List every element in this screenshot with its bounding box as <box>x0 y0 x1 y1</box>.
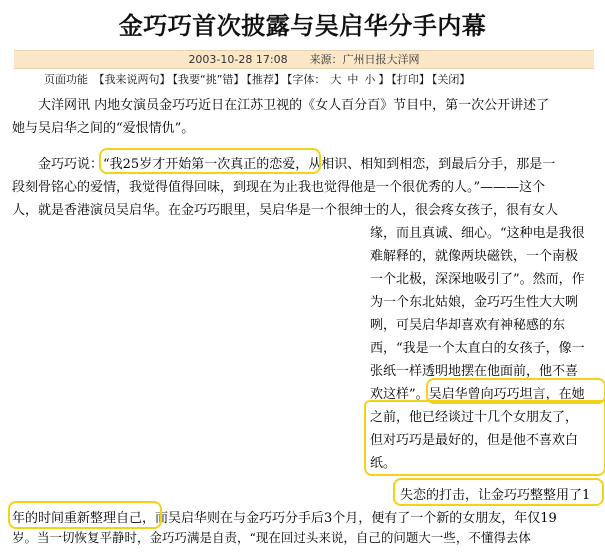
para2-right-line7: 张纸一样透明地摆在他面前，他不喜 <box>370 364 579 379</box>
para2-right-line8-a: 欢这样”。 <box>370 387 429 402</box>
para2-right-line2: 难解释的，就像两块磁铁，一个南极 <box>370 249 579 264</box>
para2-line3: 人，就是香港演员吴启华。在金巧巧眼里，吴启华是一个很绅士的人，很会疼女孩子，很有女人 <box>12 203 559 218</box>
highlight-box-confession-body <box>364 400 605 476</box>
source-name: 广州日报大洋网 <box>342 53 420 66</box>
para2-right-line9: 之前，他已经谈过十几个女朋友了， <box>370 410 579 425</box>
highlight-box-first-love <box>99 148 321 174</box>
highlight-box-heartbreak-top <box>393 478 604 506</box>
font-size-medium[interactable]: 中 <box>347 73 359 86</box>
para1-line1-text: 内地女演员金巧巧近日在江苏卫视的《女人百分百》节目中，第一次公开讲述了 <box>90 98 550 113</box>
para2-right-line5: 咧，可吴启华却喜欢有神秘感的东 <box>370 318 566 333</box>
source-label: 来源： <box>309 53 343 66</box>
para2-right-line4: 为一个东北姑娘，金巧巧生性大大咧 <box>370 295 579 310</box>
para1-line1 <box>38 94 549 113</box>
font-size-large[interactable]: 大 <box>330 73 342 86</box>
para1-line2: 她与吴启华之间的“爱恨情仇”。 <box>12 121 195 136</box>
para2-line1-rest: ，从相识、相知到相恋，到最后分手，那是一 <box>295 157 556 172</box>
dateline: 大洋网讯 <box>38 98 91 113</box>
font-size-label: 【字体： <box>286 73 326 86</box>
para2-line2: 段刻骨铭心的爱情，我觉得值得回味，到现在为止我也觉得他是一个很优秀的人。”———这个 <box>12 180 546 195</box>
functions-label: 页面功能 <box>44 73 88 86</box>
font-size-small[interactable]: 小 <box>364 73 376 86</box>
page-functions-bar <box>44 71 472 87</box>
highlight-confession-start: 吴启华曾向巧巧坦言，在她 <box>428 387 585 402</box>
highlight-first-love: “我25岁才开始第一次真正的恋爱 <box>103 157 296 172</box>
highlight-box-one-year <box>8 501 162 529</box>
para2-right-line1: 缘，而且真诚、细心。“这种电是我很 <box>370 226 585 241</box>
article-title: 金巧巧首次披露与吴启华分手内幕 <box>118 12 487 40</box>
para2-line4-rest: ，而吴启华则在与金巧巧分手后3个月，便有了一个新的女朋友，年仅19 <box>142 511 557 526</box>
highlight-one-year: 年的时间重新整理自己 <box>12 511 143 526</box>
para2-line5: 岁。当一切恢复平静时，金巧巧满是自责，“现在回过头来说，自己的问题大一些，不懂得去体 <box>12 530 531 545</box>
para2-right-line11: 纸。 <box>370 456 397 471</box>
quote-intro: 金巧巧说： <box>38 157 104 172</box>
para2-right-line6: 西，“我是一个太直白的女孩子，像一 <box>370 341 585 356</box>
close-link[interactable]: 【关闭】 <box>431 73 471 86</box>
recommend-link[interactable]: 【推荐】 <box>246 73 285 86</box>
publish-date: 2003-10-28 17:08 <box>188 53 288 66</box>
para2-right-line3: 一个北极，深深地吸引了”。然而，作 <box>370 272 585 287</box>
article-meta <box>14 50 594 69</box>
print-link[interactable]: 【打印】 <box>391 73 430 86</box>
para2-right-line10: 但对巧巧是最好的，但是他不喜欢白 <box>370 433 579 448</box>
report-error-link[interactable]: 【我要“挑”错】 <box>172 73 245 86</box>
comment-link[interactable]: 【我来说两句】 <box>93 73 171 86</box>
para2-right-line12: 失恋的打击，让金巧巧整整用了1 <box>400 488 591 503</box>
font-size-close: 】 <box>378 73 390 86</box>
